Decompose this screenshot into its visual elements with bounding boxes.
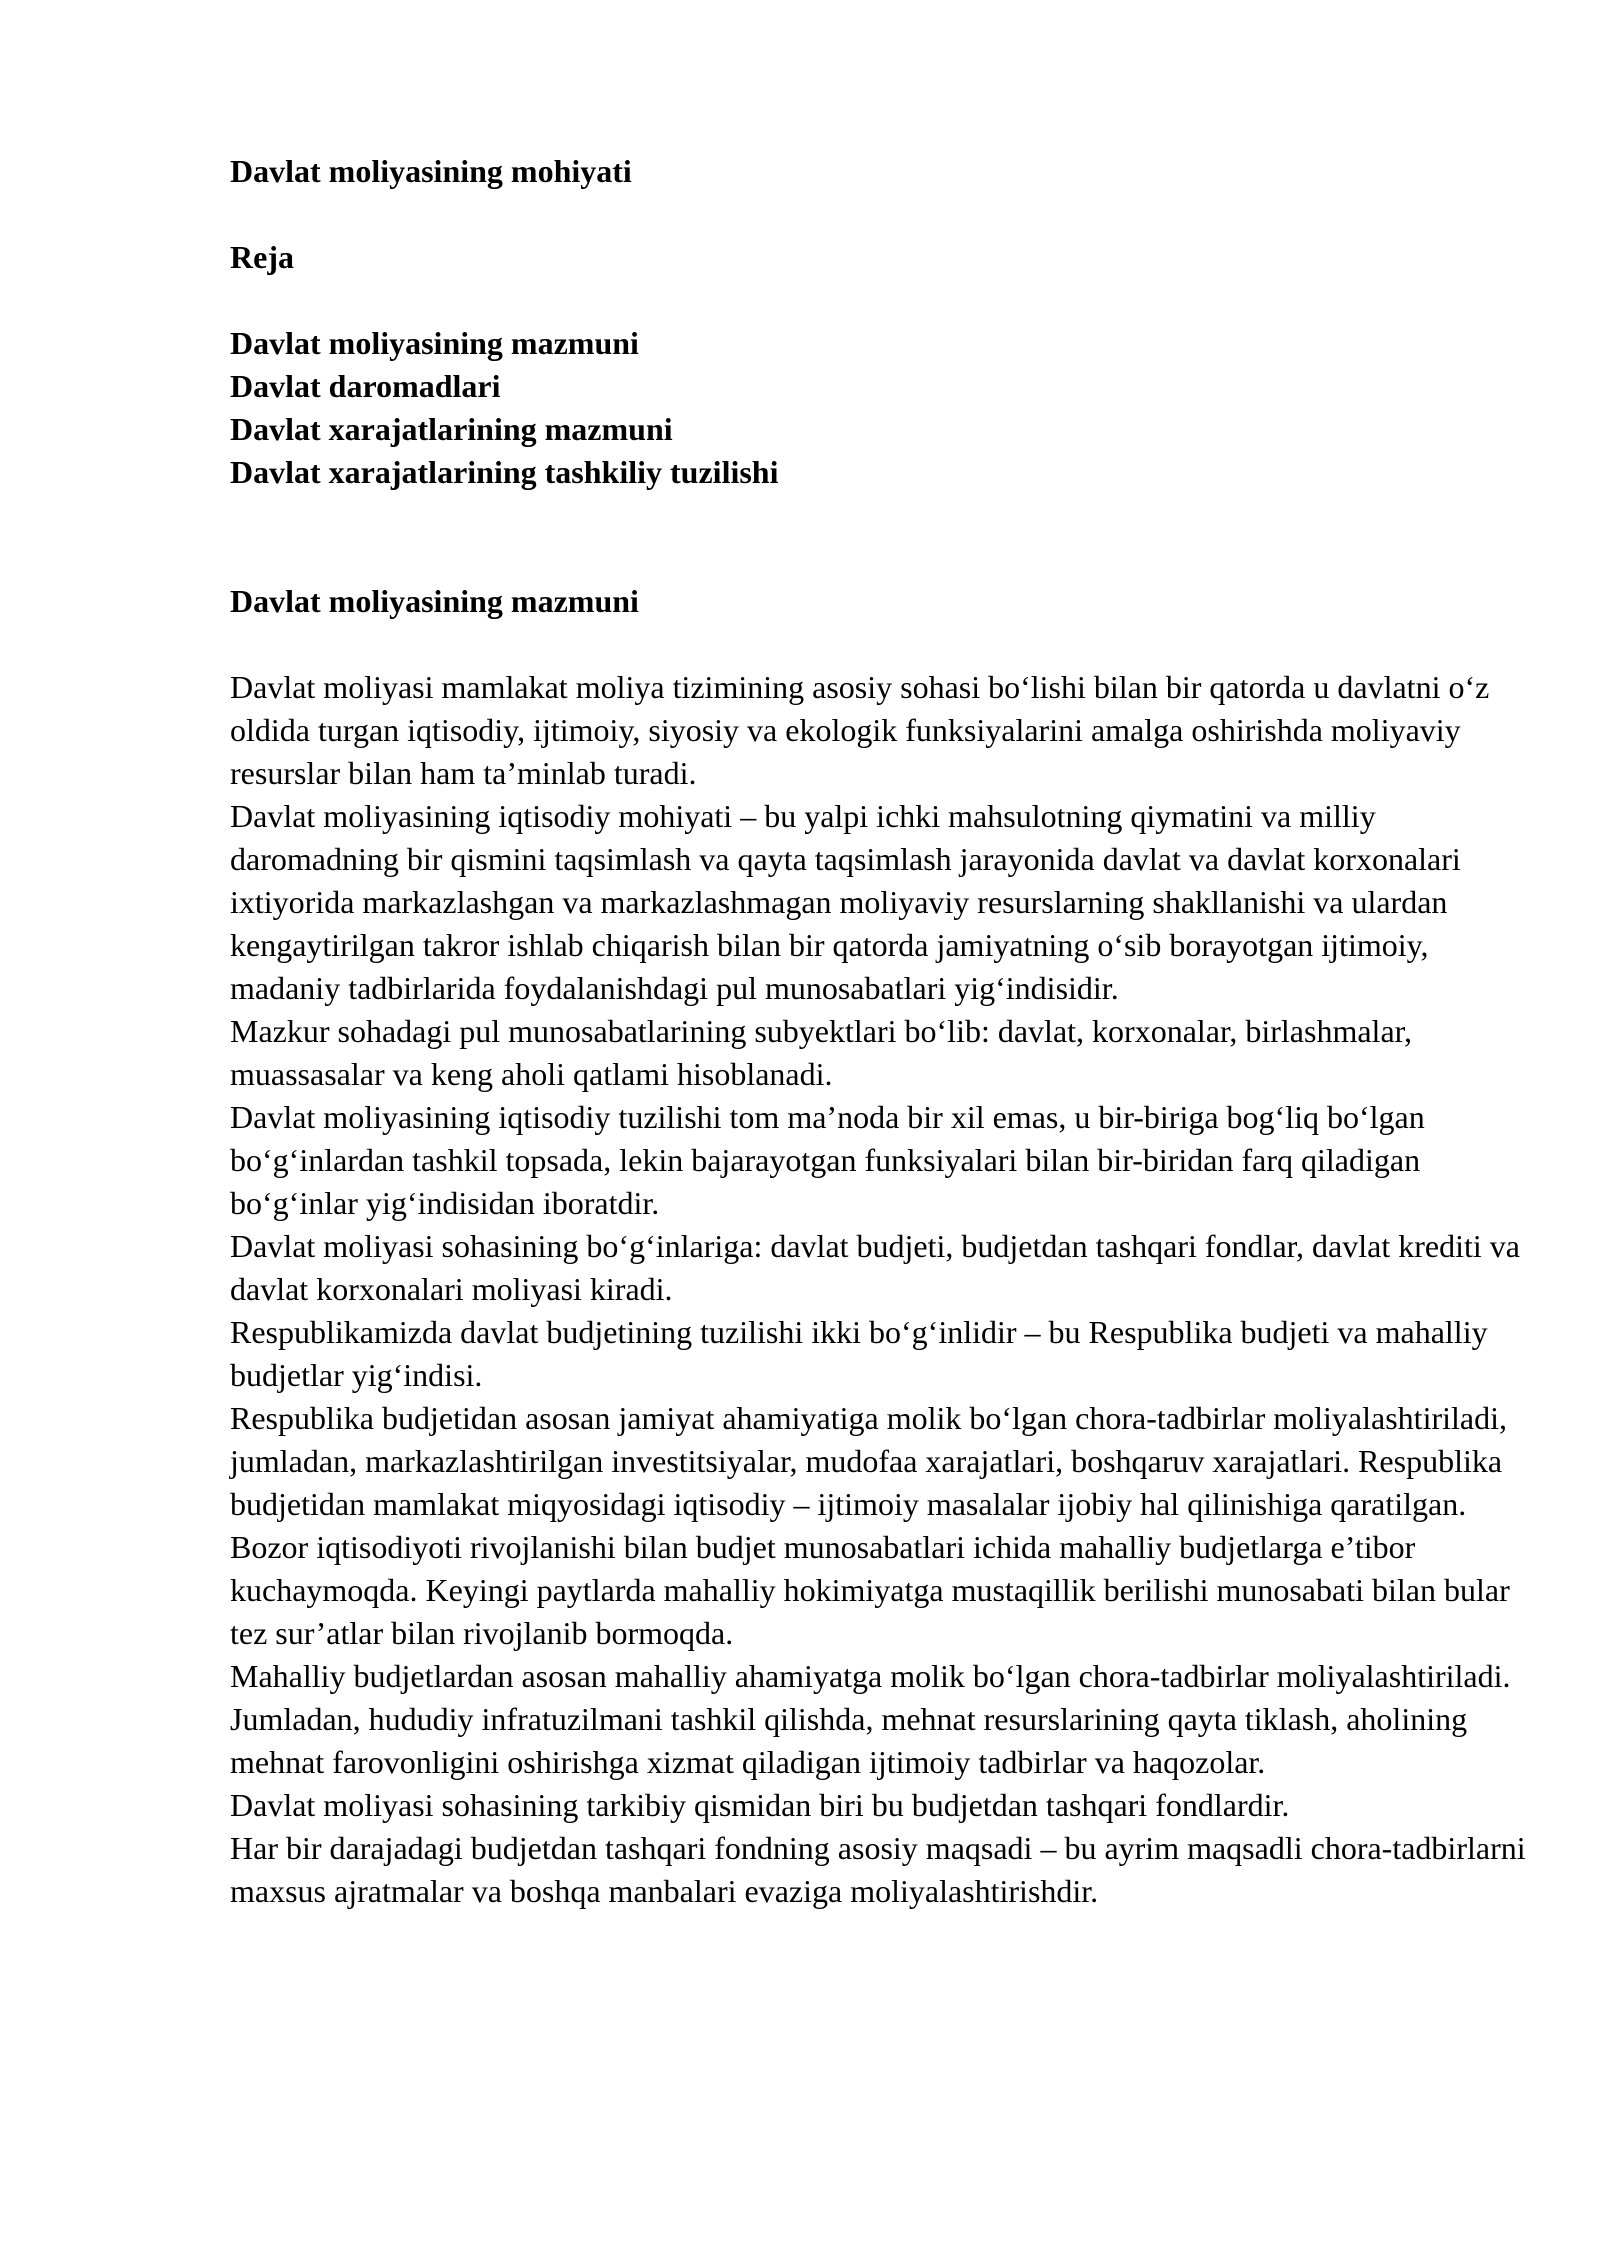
section-heading: Davlat moliyasining mazmuni — [230, 583, 639, 619]
plan-item: Davlat daromadlari — [230, 368, 501, 404]
paragraph: Davlat moliyasining iqtisodiy tuzilishi tom ma’noda bir xil emas, u bir-biriga bog‘liq bo‘lgan bo‘g‘inlardan tashkil topsada, lekin bajarayotgan funksiyalari bilan bir-biridan farq qiladigan bo‘g‘inlar yig‘indisidan iboratdir. — [230, 1099, 1425, 1221]
body-text — [230, 666, 1540, 1913]
plan-list — [230, 322, 1540, 494]
paragraph: Davlat moliyasining iqtisodiy mohiyati – bu yalpi ichki mahsulotning qiymatini va milliy daromadning bir qismini taqsimlash va qayta taqsimlash jarayonida davlat va davlat korxonalari ixtiyorida markazlashgan va markazlashmagan moliyaviy resurslarning shakllanishi va ulardan kengaytirilgan takror ishlab chiqarish bilan bir qatorda jamiyatning o‘sib borayotgan ijtimoiy, madaniy tadbirlarida foydalanishdagi pul munosabatlari yig‘indisidir. — [230, 798, 1461, 1006]
paragraph: Har bir darajadagi budjetdan tashqari fondning asosiy maqsadi – bu ayrim maqsadli chora-tadbirlarni maxsus ajratmalar va boshqa manbalari evaziga moliyalashtirishdir. — [230, 1830, 1526, 1909]
plan-item: Davlat moliyasining mazmuni — [230, 325, 639, 361]
paragraph: Davlat moliyasi sohasining bo‘g‘inlariga: davlat budjeti, budjetdan tashqari fondlar, davlat krediti va davlat korxonalari moliyasi kiradi. — [230, 1228, 1520, 1307]
paragraph: Davlat moliyasi sohasining tarkibiy qismidan biri bu budjetdan tashqari fondlardir. — [230, 1787, 1290, 1823]
plan-item: Davlat xarajatlarining mazmuni — [230, 411, 673, 447]
document-title: Davlat moliyasining mohiyati — [230, 153, 632, 189]
paragraph: Respublika budjetidan asosan jamiyat ahamiyatiga molik bo‘lgan chora-tadbirlar moliyalashtiriladi, jumladan, markazlashtirilgan investitsiyalar, mudofaa xarajatlari, boshqaruv xarajatlari. Respublika budjetidan mamlakat miqyosidagi iqtisodiy – ijtimoiy masalalar ijobiy hal qilinishiga qaratilgan. — [230, 1400, 1507, 1522]
paragraph: Davlat moliyasi mamlakat moliya tizimining asosiy sohasi bo‘lishi bilan bir qatorda u davlatni o‘z oldida turgan iqtisodiy, ijtimoiy, siyosiy va ekologik funksiyalarini amalga oshirishda moliyaviy resurslar bilan ham ta’minlab turadi. — [230, 669, 1490, 791]
document-content — [230, 150, 1540, 1913]
plan-item: Davlat xarajatlarining tashkiliy tuzilishi — [230, 454, 779, 490]
paragraph: Mahalliy budjetlardan asosan mahalliy ahamiyatga molik bo‘lgan chora-tadbirlar moliyalashtiriladi. Jumladan, hududiy infratuzilmani tashkil qilishda, mehnat resurslarining qayta tiklash, aholining mehnat farovonligini oshirishga xizmat qiladigan ijtimoiy tadbirlar va haqozolar. — [230, 1658, 1511, 1780]
paragraph: Mazkur sohadagi pul munosabatlarining subyektlari bo‘lib: davlat, korxonalar, birlashmalar, muassasalar va keng aholi qatlami hisoblanadi. — [230, 1013, 1413, 1092]
paragraph: Bozor iqtisodiyoti rivojlanishi bilan budjet munosabatlari ichida mahalliy budjetlarga e’tibor kuchaymoqda. Keyingi paytlarda mahalliy hokimiyatga mustaqillik berilishi munosabati bilan bular tez sur’atlar bilan rivojlanib bormoqda. — [230, 1529, 1510, 1651]
plan-heading: Reja — [230, 239, 294, 275]
paragraph: Respublikamizda davlat budjetining tuzilishi ikki bo‘g‘inlidir – bu Respublika budjeti va mahalliy budjetlar yig‘indisi. — [230, 1314, 1488, 1393]
